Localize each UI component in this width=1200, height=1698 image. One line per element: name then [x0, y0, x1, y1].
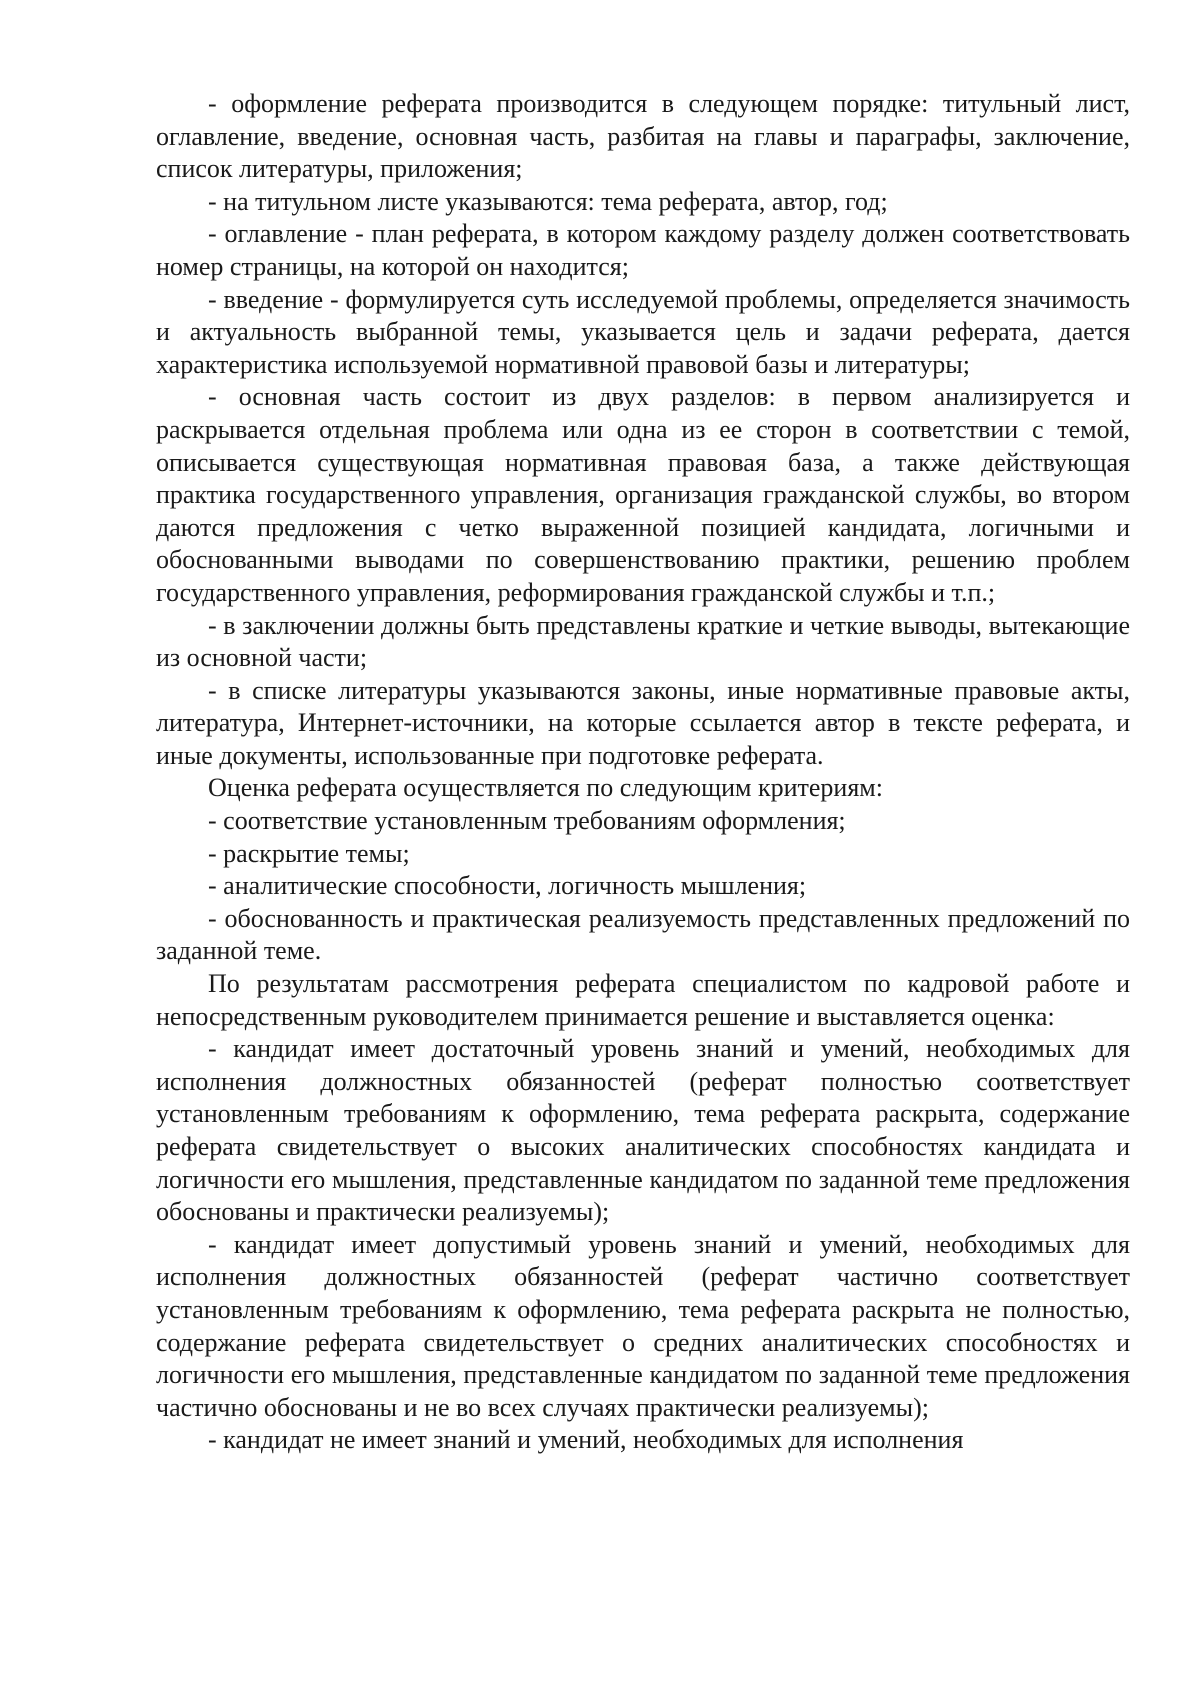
paragraph: - кандидат не имеет знаний и умений, необходимых для исполнения	[208, 1425, 964, 1455]
paragraph: - кандидат имеет допустимый уровень знаний и умений, необходимых для исполнения должностных обязанностей (реферат частично соответствует установленным требованиям к оформлению, тема реферата раскрыта не полностью, содержание реферата свидетельствует о средних аналитических способностях и логичности его мышления, представленные кандидатом по заданной теме предложения частично обоснованы и не во всех случаях практически реализуемы);	[156, 1229, 1130, 1422]
paragraph: - обоснованность и практическая реализуемость представленных предложений по заданной теме.	[156, 903, 1130, 966]
paragraph: Оценка реферата осуществляется по следующим критериям:	[208, 773, 883, 803]
paragraph: - основная часть состоит из двух разделов: в первом анализируется и раскрывается отдельная проблема или одна из ее сторон в соответствии с темой, описывается существующая нормативная правовая база, а также действующая практика государственного управления, организация гражданской службы, во втором даются предложения с четко выраженной позицией кандидата, логичными и обоснованными выводами по совершенствованию практики, решению проблем государственного управления, реформирования гражданской службы и т.п.;	[156, 382, 1130, 607]
document-page	[156, 88, 1130, 1457]
paragraph: - оформление реферата производится в следующем порядке: титульный лист, оглавление, введение, основная часть, разбитая на главы и параграфы, заключение, список литературы, приложения;	[156, 89, 1130, 184]
paragraph: - аналитические способности, логичность мышления;	[208, 871, 807, 901]
paragraph: - кандидат имеет достаточный уровень знаний и умений, необходимых для исполнения должностных обязанностей (реферат полностью соответствует установленным требованиям к оформлению, тема реферата раскрыта, содержание реферата свидетельствует о высоких аналитических способностях кандидата и логичности его мышления, представленные кандидатом по заданной теме предложения обоснованы и практически реализуемы);	[156, 1034, 1130, 1227]
paragraph: - соответствие установленным требованиям оформления;	[208, 806, 846, 836]
paragraph: - в списке литературы указываются законы, иные нормативные правовые акты, литература, Интернет-источники, на которые ссылается автор в тексте реферата, и иные документы, использованные при подготовке реферата.	[156, 675, 1130, 770]
paragraph: - раскрытие темы;	[208, 838, 410, 868]
paragraph: - в заключении должны быть представлены краткие и четкие выводы, вытекающие из основной части;	[156, 610, 1130, 673]
paragraph: - введение - формулируется суть исследуемой проблемы, определяется значимость и актуальность выбранной темы, указывается цель и задачи реферата, дается характеристика используемой нормативной правовой базы и литературы;	[156, 284, 1130, 379]
paragraph: По результатам рассмотрения реферата специалистом по кадровой работе и непосредственным руководителем принимается решение и выставляется оценка:	[156, 969, 1130, 1031]
paragraph: - на титульном листе указываются: тема реферата, автор, год;	[208, 186, 888, 216]
paragraph: - оглавление - план реферата, в котором каждому разделу должен соответствовать номер страницы, на которой он находится;	[156, 219, 1130, 281]
